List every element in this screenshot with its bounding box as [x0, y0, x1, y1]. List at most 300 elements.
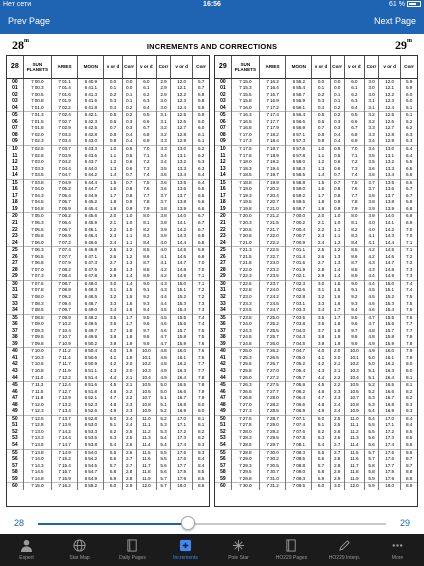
table-cell: 17.9	[171, 476, 193, 483]
table-row	[215, 408, 417, 415]
table-cell: 5.3	[364, 395, 378, 402]
table-cell: 10.3	[136, 368, 156, 375]
table-cell: 8.0	[198, 401, 205, 407]
table-cell: 7 11.8	[23, 395, 51, 402]
table-cell: 6.1	[198, 131, 205, 137]
table-cell: 11.9	[344, 476, 364, 483]
table-cell: 11.4	[344, 442, 364, 449]
table-cell: 1.4	[122, 280, 136, 287]
table-cell: 10.0	[136, 348, 156, 355]
table-cell: 0.5	[330, 145, 344, 152]
table-cell: 7.8	[198, 374, 205, 380]
table-cell: 5.3	[156, 429, 170, 436]
table-cell: 7.1	[401, 247, 417, 254]
table-cell: 7 25.0	[231, 348, 259, 355]
table-cell: 5.6	[104, 456, 122, 463]
table-cell: 0.5	[122, 145, 136, 152]
table-cell: 6.7	[136, 125, 156, 132]
table-cell: 12.8	[171, 132, 193, 139]
table-cell: 7 09.0	[286, 469, 312, 476]
slider-min-label: 28	[14, 518, 25, 528]
table-cell: 12.7	[171, 125, 193, 132]
table-cell: 0.8	[330, 193, 344, 200]
page-title: INCREMENTS AND CORRECTIONS	[146, 42, 278, 51]
table-cell: 7 22.0	[259, 233, 285, 240]
table-cell: 7 12.9	[51, 395, 77, 402]
table-cell: 7 28.7	[259, 415, 285, 422]
table-cell: 7 13.3	[23, 435, 51, 442]
left-minute-header: 28$^m$	[12, 38, 29, 52]
table-cell: 12.4	[171, 105, 193, 112]
table-cell: 0.9	[330, 206, 344, 213]
table-cell: 0.7	[122, 172, 136, 179]
table-cell: 10.5	[344, 382, 364, 389]
table-cell: 9.6	[136, 321, 156, 328]
table-cell: 16.1	[171, 355, 193, 362]
table-cell: 7 24.5	[231, 334, 259, 341]
table-cell: 8.1	[406, 374, 413, 380]
table-cell: 3.1	[364, 105, 378, 112]
slider-thumb[interactable]	[181, 516, 195, 530]
table-cell: 15.9	[379, 341, 401, 348]
table-cell: 7 08.3	[23, 301, 51, 308]
table-cell: 7 01.6	[286, 260, 312, 267]
table-cell: 6.4	[344, 105, 364, 112]
table-cell: 3.2	[156, 132, 170, 139]
table-cell: 7 03.1	[286, 301, 312, 308]
table-cell: 1.3	[122, 267, 136, 274]
table-cell: 7.4	[344, 172, 364, 179]
table-cell: 31	[7, 287, 23, 294]
table-cell: 7.7	[198, 361, 205, 367]
table-cell: 30	[215, 280, 231, 287]
table-cell: 15.2	[379, 294, 401, 301]
table-cell: 6.9	[193, 247, 209, 254]
table-cell: 3.8	[156, 213, 170, 220]
table-cell: 5.4	[364, 415, 378, 422]
table-cell: 5.2	[364, 389, 378, 396]
table-cell: 13.1	[379, 153, 401, 160]
table-cell: 14.1	[171, 220, 193, 227]
table-cell: 10.6	[136, 389, 156, 396]
table-cell: 7 15.3	[231, 85, 259, 92]
next-page-button[interactable]: Next Page	[373, 16, 416, 26]
table-cell: 7 05.4	[51, 193, 77, 200]
column-header: SUN PLANETS	[231, 56, 259, 78]
table-cell: 5.4	[312, 442, 330, 449]
tab-daily-pages[interactable]	[106, 534, 159, 566]
table-cell: 4.5	[156, 307, 170, 314]
table-cell: 0.6	[122, 159, 136, 166]
table-cell: 0.3	[122, 125, 136, 132]
table-cell: 7 03.2	[51, 132, 77, 139]
table-cell: 13.0	[171, 145, 193, 152]
table-cell: 3.9	[104, 341, 122, 348]
table-cell: 7 07.4	[51, 247, 77, 254]
table-row	[7, 138, 209, 145]
tab-increments[interactable]	[159, 534, 212, 566]
table-cell: 1.0	[122, 213, 136, 220]
table-cell: 7 10.2	[51, 321, 77, 328]
table-cell: 8.6	[406, 442, 413, 448]
table-cell: 05	[7, 112, 23, 119]
table-cell: 17.2	[379, 429, 401, 436]
table-cell: 7 27.8	[231, 422, 259, 429]
table-row	[215, 348, 417, 355]
table-cell: 0.0	[122, 85, 136, 92]
column-header: ARIES	[51, 56, 77, 78]
table-cell: 17.4	[171, 442, 193, 449]
table-cell: 55	[7, 449, 23, 456]
table-cell: 43	[7, 368, 23, 375]
table-cell: 22	[7, 227, 23, 234]
table-cell: 1.1	[122, 233, 136, 240]
table-cell: 6 41.6	[78, 98, 104, 105]
table-cell: 7 25.8	[231, 368, 259, 375]
table-cell: 7 15.7	[51, 469, 77, 476]
table-cell: 3.3	[156, 145, 170, 152]
table-cell: 1.6	[330, 294, 344, 301]
table-cell: 7.0	[406, 226, 413, 232]
table-cell: 7 19.8	[231, 206, 259, 213]
table-cell: 0.7	[122, 179, 136, 186]
table-cell: 7 08.2	[51, 267, 77, 274]
table-cell: 19	[215, 206, 231, 213]
table-cell: 5.3	[104, 435, 122, 442]
table-cell: 6.0	[406, 98, 413, 104]
table-cell: 5.8	[364, 469, 378, 476]
table-cell: 7 04.0	[23, 186, 51, 193]
tab-ho229-interp[interactable]	[318, 534, 371, 566]
table-cell: 17.5	[379, 449, 401, 456]
table-cell: 7.3	[406, 266, 413, 272]
table-cell: 4.5	[312, 382, 330, 389]
table-cell: 52	[7, 429, 23, 436]
table-cell: 20	[7, 213, 23, 220]
table-cell: 15.7	[379, 328, 401, 335]
table-cell: 6 43.5	[78, 153, 104, 160]
table-cell: 4.8	[156, 361, 170, 368]
table-cell: 10.8	[344, 402, 364, 409]
table-cell: 16	[215, 186, 231, 193]
table-cell: 7 09.4	[51, 301, 77, 308]
prev-page-button[interactable]: Prev Page	[8, 16, 51, 26]
tab-star-map[interactable]	[53, 534, 106, 566]
table-cell: 14.2	[171, 227, 193, 234]
table-cell: 16	[7, 186, 23, 193]
table-cell: 7 03.5	[23, 172, 51, 179]
table-cell: 8.4	[401, 415, 417, 422]
table-cell: 0.4	[104, 105, 122, 112]
table-cell: 9.8	[344, 334, 364, 341]
table-cell: 7 02.5	[23, 145, 51, 152]
table-cell: 5.1	[156, 402, 170, 409]
table-cell: 7 05.7	[286, 375, 312, 382]
table-cell: 6.6	[198, 199, 205, 205]
table-cell: 7 02.2	[51, 105, 77, 112]
table-cell: 0.8	[330, 186, 344, 193]
table-cell: 4.9	[364, 348, 378, 355]
table-cell: 4.1	[364, 240, 378, 247]
table-cell: 7 30.7	[259, 469, 285, 476]
table-cell: 7 13.4	[51, 408, 77, 415]
table-cell: 7.8	[406, 334, 413, 340]
table-cell: 2.7	[104, 260, 122, 267]
table-cell: 6 57.8	[286, 153, 312, 160]
table-cell: 1.9	[330, 341, 344, 348]
table-cell: 10.7	[136, 395, 156, 402]
table-cell: 34	[215, 307, 231, 314]
table-cell: 10.6	[344, 389, 364, 396]
table-cell: 7 10.0	[23, 348, 51, 355]
table-cell: 60	[215, 483, 231, 490]
table-cell: 7 04.5	[23, 199, 51, 206]
table-cell: 54	[215, 442, 231, 449]
table-cell: 7 16.7	[259, 92, 285, 99]
table-cell: 28	[7, 267, 23, 274]
tab-expert[interactable]	[0, 534, 53, 566]
table-cell: 17.0	[171, 415, 193, 422]
table-row	[7, 179, 209, 186]
table-cell: 6.2	[406, 125, 413, 131]
table-cell: 7 08.5	[23, 307, 51, 314]
table-cell: 7 29.8	[231, 476, 259, 483]
table-cell: 6 44.0	[78, 166, 104, 173]
table-cell: 7.9	[136, 206, 156, 213]
table-cell: 7 22.2	[259, 240, 285, 247]
table-cell: 1.8	[122, 328, 136, 335]
table-cell: 44	[215, 375, 231, 382]
table-cell: 4.8	[104, 402, 122, 409]
table-cell: 7.8	[344, 199, 364, 206]
table-cell: 6.4	[136, 105, 156, 112]
table-cell: 1.1	[330, 227, 344, 234]
table-cell: 0.5	[122, 153, 136, 160]
table-cell: 3.4	[156, 153, 170, 160]
table-cell: 8.1	[198, 422, 205, 428]
table-cell: 0.5	[312, 112, 330, 119]
table-cell: 0.1	[122, 98, 136, 105]
table-cell: 53	[7, 435, 23, 442]
table-row	[7, 112, 209, 119]
table-cell: 4.7	[104, 395, 122, 402]
table-cell: 6 48.5	[78, 294, 104, 301]
table-cell: 6 42.5	[78, 125, 104, 132]
table-cell: 1.7	[330, 314, 344, 321]
tab-more[interactable]	[371, 534, 424, 566]
table-cell: 8.5	[344, 247, 364, 254]
table-cell: 13.1	[171, 153, 193, 160]
table-cell: 7 06.7	[51, 227, 77, 234]
table-cell: 5.8	[104, 469, 122, 476]
table-cell: 05	[215, 112, 231, 119]
table-cell: 58	[7, 469, 23, 476]
table-cell: 7 16.3	[231, 112, 259, 119]
column-header: MOON	[286, 56, 312, 78]
table-cell: 6 56.9	[286, 125, 312, 132]
table-cell: 0.2	[104, 92, 122, 99]
table-cell: 1.6	[122, 301, 136, 308]
table-cell: 7.6	[406, 307, 413, 313]
table-cell: 7 19.9	[259, 179, 285, 186]
table-cell: 7 06.5	[23, 254, 51, 261]
table-cell: 16.9	[379, 408, 401, 415]
table-cell: 14.5	[379, 247, 401, 254]
table-cell: 1.5	[122, 294, 136, 301]
table-cell: 2.9	[330, 476, 344, 483]
table-cell: 7 18.4	[259, 138, 285, 145]
table-cell: 1.2	[122, 247, 136, 254]
table-cell: 8.2	[344, 227, 364, 234]
table-cell: 3.6	[364, 166, 378, 173]
table-cell: 7 25.5	[259, 328, 285, 335]
column-header: v or d	[344, 56, 364, 78]
table-cell: 18	[7, 199, 23, 206]
table-cell: 07	[215, 125, 231, 132]
table-cell: 6.1	[344, 85, 364, 92]
table-cell: 3.3	[364, 125, 378, 132]
table-cell: 6.8	[198, 233, 205, 239]
table-cell: 6.5	[198, 186, 205, 192]
book-icon	[285, 538, 299, 552]
table-cell: 7 14.4	[51, 435, 77, 442]
table-cell: 4.1	[312, 355, 330, 362]
table-row	[7, 442, 209, 449]
table-cell: 7 28.5	[259, 408, 285, 415]
table-cell: 1.0	[104, 145, 122, 152]
table-cell: 6.8	[344, 132, 364, 139]
table-cell: 4.8	[364, 334, 378, 341]
table-cell: 7 26.0	[231, 375, 259, 382]
table-cell: 12.6	[171, 119, 193, 126]
tab-label: Pole Star	[228, 555, 249, 561]
table-cell: 15.3	[379, 301, 401, 308]
table-cell: 7 09.2	[51, 294, 77, 301]
table-cell: 3.8	[364, 193, 378, 200]
table-cell: 0.4	[122, 132, 136, 139]
table-cell: 00	[215, 78, 231, 85]
table-cell: 7 28.3	[231, 435, 259, 442]
table-cell: 10.1	[136, 355, 156, 362]
table-cell: 7.9	[198, 395, 205, 401]
table-cell: 0.9	[312, 138, 330, 145]
table-cell: 6.7	[198, 219, 205, 225]
table-cell: 9.8	[136, 334, 156, 341]
table-cell: 37	[7, 328, 23, 335]
table-cell: 5.8	[198, 98, 205, 104]
table-cell: 5.2	[104, 429, 122, 436]
tab-ho229-pages[interactable]	[265, 534, 318, 566]
table-cell: 10	[7, 145, 23, 152]
table-cell: 1.9	[122, 341, 136, 348]
table-cell: 2.6	[330, 435, 344, 442]
table-cell: 7 06.2	[286, 389, 312, 396]
table-cell: 13.9	[379, 206, 401, 213]
table-cell: 2.6	[330, 429, 344, 436]
table-cell: 7 06.2	[51, 213, 77, 220]
table-cell: 7 28.8	[231, 449, 259, 456]
table-cell: 7 10.4	[51, 328, 77, 335]
table-cell: 15.6	[171, 321, 193, 328]
table-cell: 3.5	[104, 314, 122, 321]
table-cell: 7.7	[406, 321, 413, 327]
table-cell: 7 04.0	[286, 328, 312, 335]
table-cell: 7 01.1	[286, 247, 312, 254]
table-cell: 6.1	[401, 112, 417, 119]
table-cell: 56	[7, 456, 23, 463]
table-cell: 12.2	[171, 92, 193, 99]
table-cell: 7 23.0	[259, 260, 285, 267]
table-cell: 14.4	[379, 240, 401, 247]
table-cell: 1.7	[104, 193, 122, 200]
table-cell: 15.1	[379, 287, 401, 294]
table-cell: 7.9	[198, 388, 205, 394]
table-cell: 7 11.5	[23, 389, 51, 396]
table-cell: 6.2	[344, 92, 364, 99]
table-cell: 7 17.0	[231, 132, 259, 139]
table-cell: 7 04.8	[23, 206, 51, 213]
table-cell: 8.6	[136, 254, 156, 261]
table-cell: 17.8	[171, 469, 193, 476]
table-cell: 14.3	[171, 233, 193, 240]
table-cell: 6 43.7	[78, 159, 104, 166]
table-row	[7, 476, 209, 483]
table-cell: 7 03.7	[51, 145, 77, 152]
table-cell: 7 09.3	[23, 328, 51, 335]
table-cell: 5.5	[312, 449, 330, 456]
table-cell: 6 50.2	[78, 341, 104, 348]
table-cell: 11.9	[136, 476, 156, 483]
table-cell: 16.9	[171, 408, 193, 415]
table-cell: 3.0	[330, 483, 344, 490]
table-cell: 6.7	[198, 226, 205, 232]
table-cell: 3.0	[364, 85, 378, 92]
table-cell: 7 30.0	[231, 483, 259, 490]
table-cell: 7 10.8	[23, 368, 51, 375]
table-cell: 3.4	[156, 159, 170, 166]
table-cell: 17.1	[379, 422, 401, 429]
table-cell: 6 46.4	[78, 233, 104, 240]
table-cell: 8.7	[136, 260, 156, 267]
table-cell: 9.4	[136, 307, 156, 314]
table-cell: 6.1	[136, 85, 156, 92]
table-cell: 6 43.3	[78, 145, 104, 152]
table-cell: 7 06.9	[286, 408, 312, 415]
table-cell: 3.8	[312, 334, 330, 341]
table-cell: 17.7	[171, 463, 193, 470]
table-cell: 15.8	[379, 334, 401, 341]
table-cell: 11.7	[136, 463, 156, 470]
battery-indicator	[389, 0, 421, 10]
tab-pole-star[interactable]	[212, 534, 265, 566]
table-cell: 4.7	[312, 395, 330, 402]
table-cell: 5.6	[156, 469, 170, 476]
table-cell: 7 11.7	[51, 361, 77, 368]
table-cell: 50	[7, 415, 23, 422]
table-cell: 4.2	[156, 273, 170, 280]
minute-slider[interactable]	[0, 512, 424, 534]
table-cell: 5.7	[364, 449, 378, 456]
table-cell: 6 47.3	[78, 260, 104, 267]
table-cell: 7 29.0	[231, 456, 259, 463]
table-cell: 7.8	[193, 382, 209, 389]
table-cell: 31	[215, 287, 231, 294]
table-cell: 2.4	[104, 240, 122, 247]
table-cell: 2.1	[330, 368, 344, 375]
table-cell: 6 57.1	[286, 132, 312, 139]
table-cell: 4.3	[364, 267, 378, 274]
table-cell: 5.7	[312, 463, 330, 470]
